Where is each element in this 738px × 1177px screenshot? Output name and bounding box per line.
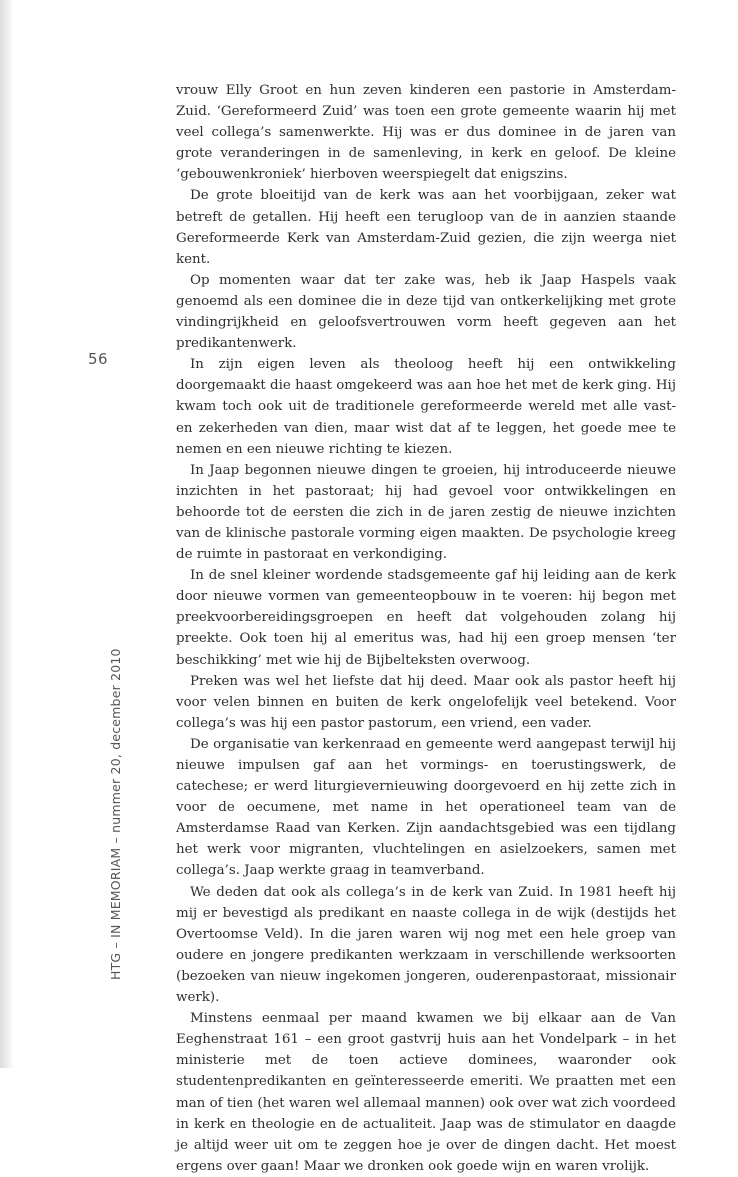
- paragraph: vrouw Elly Groot en hun zeven kinderen een pastorie in Amsterdam-Zuid. ‘Gereformeerd Zuid’ was toen een grote gemeente waarin hij met veel collega’s samenwerkte. Hij was er dus dominee in de jaren van grote veranderingen in de samenleving, in kerk en geloof. De kleine ‘gebouwenkroniek’ hierboven weerspiegelt dat enigszins.: [176, 83, 676, 183]
- paragraph: De grote bloeitijd van de kerk was aan het voorbijgaan, zeker wat betreft de getallen. Hij heeft een terugloop van de in aanzien staande Gereformeerde Kerk van Amsterdam-Zuid gezien, die zijn weerga niet kent.: [176, 188, 676, 267]
- body-text: [176, 80, 676, 1177]
- paragraph: De organisatie van kerkenraad en gemeente werd aangepast terwijl hij nieuwe impulsen gaf aan het vormings- en toerustingswerk, de catechese; er werd liturgievernieuwing doorgevoerd en hij zette zich in voor de oecumene, met name in het operationeel team van de Amsterdamse Raad van Kerken. Zijn aandachtsgebied was een tijdlang het werk voor migranten, vluchtelingen en asielzoekers, samen met collega’s. Jaap werkte graag in teamverband.: [176, 736, 676, 879]
- paragraph: Minstens eenmaal per maand kwamen we bij elkaar aan de Van Eeghenstraat 161 – een groot gastvrij huis aan het Vondelpark – in het ministerie met de toen actieve dominees, waaronder ook studentenpredikanten en geïnteresseerde emeriti. We praatten met een man of tien (het waren wel allemaal mannen) ook over wat zich voordeed in kerk en theologie en de actualiteit. Jaap was de stimulator en daagde je altijd weer uit om te zeggen hoe je over de dingen dacht. Het moest ergens over gaan! Maar we dronken ook goede wijn en waren vrolijk.: [176, 1011, 676, 1174]
- page-gutter-shadow: [0, 0, 14, 1068]
- paragraph: We deden dat ook als collega’s in de kerk van Zuid. In 1981 heeft hij mij er bevestigd als predikant en naaste collega in de wijk (destijds het Overtoomse Veld). In die jaren waren wij nog met een hele groep van oudere en jongere predikanten werkzaam in verschillende werksoorten (bezoeken van nieuw ingekomen jongeren, ouderenpastoraat, missionair werk).: [176, 884, 676, 1006]
- running-footer: HTG – IN MEMORIAM – nummer 20, december 2010: [108, 648, 123, 980]
- page-number: 56: [88, 350, 109, 368]
- paragraph: In zijn eigen leven als theoloog heeft hij een ontwikkeling doorgemaakt die haast omgekeerd was aan hoe het met de kerk ging. Hij kwam toch ook uit de traditionele gereformeerde wereld met alle vast- en zekerheden van dien, maar wist dat af te leggen, het goede mee te nemen en een nieuwe richting te kiezen.: [176, 357, 676, 457]
- paragraph: In de snel kleiner wordende stadsgemeente gaf hij leiding aan de kerk door nieuwe vormen van gemeenteopbouw in te voeren: hij begon met preekvoorbereidingsgroepen en heeft dat volgehouden zolang hij preekte. Ook toen hij al emeritus was, had hij een groep mensen ‘ter beschikking’ met wie hij de Bijbelteksten overwoog.: [176, 568, 676, 668]
- paragraph: Preken was wel het liefste dat hij deed. Maar ook als pastor heeft hij voor velen binnen en buiten de kerk ongelofelijk veel betekend. Voor collega’s was hij een pastor pastorum, een vriend, een vader.: [176, 673, 676, 731]
- paragraph: Op momenten waar dat ter zake was, heb ik Jaap Haspels vaak genoemd als een dominee die in deze tijd van ontkerkelijking met grote vindingrijkheid en geloofsvertrouwen vorm heeft gegeven aan het predikantenwerk.: [176, 272, 676, 352]
- paragraph: In Jaap begonnen nieuwe dingen te groeien, hij introduceerde nieuwe inzichten in het pastoraat; hij had gevoel voor ontwikkelingen en behoorde tot de eersten die zich in de jaren zestig de nieuwe inzichten van de klinische pastorale vorming eigen maakten. De psychologie kreeg de ruimte in pastoraat en verkondiging.: [176, 462, 676, 563]
